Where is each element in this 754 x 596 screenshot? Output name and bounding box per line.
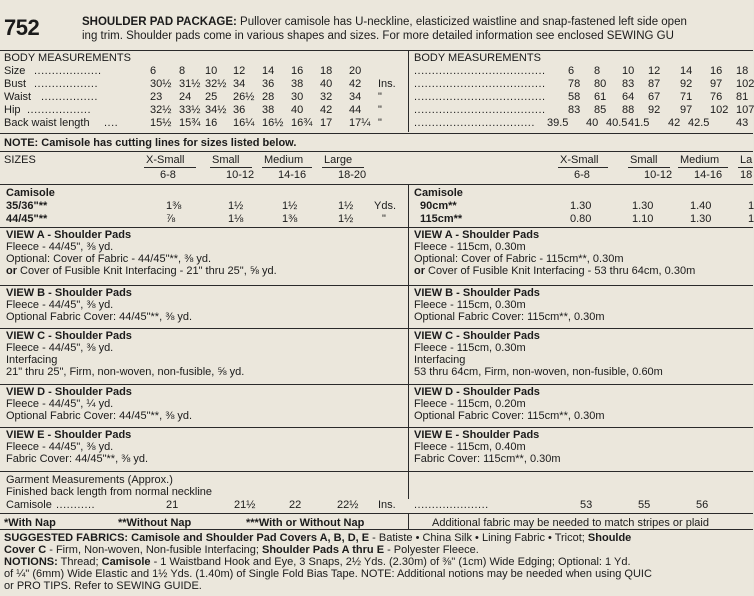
body-row-value: 26½ (233, 91, 255, 103)
body-row (4, 78, 404, 90)
view-rule (0, 227, 753, 228)
camisole-yardage-value: 1½ (228, 200, 244, 212)
metric-row-dots: .................................. (414, 117, 535, 129)
metric-row-dots: ..................................... (414, 104, 546, 116)
body-row-unit: " (378, 104, 382, 116)
body-row-value: 15½ (150, 117, 172, 129)
body-row-unit: " (378, 117, 382, 129)
view-metric-line: Optional Fabric Cover: 115cm**, 0.30m (414, 410, 605, 422)
garment-metric-row (414, 499, 753, 511)
body-row-value: 44 (349, 104, 362, 116)
metric-row-value: 14 (680, 65, 693, 77)
view-title: VIEW B - Shoulder Pads (6, 287, 132, 299)
view-metric-line: Fleece - 115cm, 0.30m (414, 342, 526, 354)
garment-val-xs: 21 (166, 499, 179, 511)
shoulder-pads-text: - Polyester Fleece. (384, 544, 479, 556)
size-col-rule (210, 167, 252, 168)
legend-without-nap: **Without Nap (118, 517, 192, 529)
body-row-value: 25 (205, 91, 218, 103)
view-line: Optional Fabric Cover: 44/45"**, ⅜ yd. (6, 410, 193, 422)
body-row-value: 10 (205, 65, 218, 77)
metric-row-dots: ..................................... (414, 65, 546, 77)
view-rule (0, 285, 753, 286)
body-row-value: 42 (320, 104, 333, 116)
size-col-rule (144, 167, 196, 168)
view-line: Interfacing (6, 354, 58, 366)
metric-row-value: 71 (680, 91, 693, 103)
body-row (4, 117, 404, 129)
metric-row-value: 76 (710, 91, 723, 103)
view-line: Fleece - 44/45", ⅜ yd. (6, 441, 114, 453)
garment-metric-xs: 53 (580, 499, 593, 511)
garment-metric-m: 56 (696, 499, 709, 511)
notions-line (4, 556, 631, 568)
camisole-metric-width: 115cm** (420, 213, 463, 225)
garment-camisole-label: Camisole (6, 499, 52, 511)
body-row-value: 32½ (150, 104, 172, 116)
body-row-value: 17 (320, 117, 333, 129)
header-lead: SHOULDER PAD PACKAGE: (82, 16, 237, 28)
metric-row-value: 41.5 (628, 117, 650, 129)
garment-dots: ........... (56, 499, 96, 511)
view-line: Fleece - 44/45", ⅜ yd. (6, 299, 114, 311)
body-measurements-title: BODY MEASUREMENTS (4, 52, 131, 64)
view-alt-line (6, 265, 277, 277)
body-row-value: 6 (150, 65, 157, 77)
body-row-value: 40 (320, 78, 333, 90)
body-row-value: 23 (150, 91, 163, 103)
metric-row-value: 58 (568, 91, 581, 103)
size-col-name: Medium (264, 154, 304, 166)
metric-row-value: 102 (736, 78, 754, 90)
size-col-rule (262, 167, 312, 168)
view-line: Fleece - 44/45", ¼ yd. (6, 398, 114, 410)
metric-size-col-rule (558, 167, 608, 168)
garment-val-s: 21½ (234, 499, 256, 511)
view-line: Optional: Cover of Fabric - 44/45"**, ⅜ yd. (6, 253, 212, 265)
body-row-value: 32½ (205, 78, 227, 90)
camisole-metric-value: 1.30 (570, 200, 592, 212)
suggested-fabrics-label: SUGGESTED FABRICS: Camisole and Shoulder Pad Covers A, B, D, E (4, 532, 370, 544)
legend-either-nap: ***With or Without Nap (246, 517, 365, 529)
notions-text: Thread; (57, 556, 99, 568)
header-text-1: Pullover camisole has U-neckline, elasticized waistline and snap-fastened left side open (240, 16, 687, 28)
camisole-yardage-value: 1⅛ (228, 213, 244, 225)
body-row-value: 38 (262, 104, 275, 116)
header-line-1 (82, 16, 687, 28)
view-line: Fleece - 44/45", ⅜ yd. (6, 241, 114, 253)
garment-val-l: 22½ (337, 499, 359, 511)
metric-row-value: 18 (736, 65, 749, 77)
camisole-metric-value: 1.30 (632, 200, 654, 212)
view-line: Fleece - 44/45", ⅜ yd. (6, 342, 114, 354)
body-row-value: 32 (320, 91, 333, 103)
metric-row-value: 81 (736, 91, 749, 103)
body-row-value: 20 (349, 65, 362, 77)
size-col-range: 14-16 (278, 169, 307, 181)
metric-row-value: 43 (736, 117, 749, 129)
metric-size-col-name: La (740, 154, 753, 166)
metric-row-value: 92 (680, 78, 693, 90)
camisole-width: 35/36"** (6, 200, 48, 212)
metric-row-value: 97 (710, 78, 723, 90)
cutting-note: NOTE: Camisole has cutting lines for sizes listed below. (4, 137, 297, 149)
notions-label: NOTIONS: (4, 556, 58, 568)
size-col-rule (322, 167, 364, 168)
size-col-name: Large (324, 154, 353, 166)
body-row-value: 12 (233, 65, 246, 77)
metric-size-col-range: 10-12 (644, 169, 673, 181)
view-title: VIEW D - Shoulder Pads (6, 386, 132, 398)
body-row (4, 104, 404, 116)
metric-size-col-name: X-Small (560, 154, 599, 166)
view-metric-line: Fleece - 115cm, 0.40m (414, 441, 526, 453)
body-row-value: 42 (349, 78, 362, 90)
size-col-range: 10-12 (226, 169, 255, 181)
view-alt-text: Cover of Fusible Knit Interfacing - 21" thru 25", ⅝ yd. (17, 265, 277, 277)
notions-line-2: of ¼" (6mm) Wide Elastic and 1½ Yds. (1.40m) of Single Fold Bias Tape. NOTE: Additional notions may be needed when using QUIC (4, 568, 652, 580)
camisole-metric-value: 1 (748, 213, 754, 225)
view-metric-line: Interfacing (414, 354, 466, 366)
garment-metric-s: 55 (638, 499, 651, 511)
camisole-yardage-value: 1⅜ (282, 213, 298, 225)
camisole-metric-value: 1.40 (690, 200, 712, 212)
metric-row-value: 6 (568, 65, 575, 77)
metric-row-value: 12 (648, 65, 661, 77)
metric-row-value: 8 (594, 65, 601, 77)
body-row-label: Bust (4, 78, 27, 90)
notions-line-3: or PRO TIPS. Refer to SEWING GUIDE. (4, 580, 202, 592)
cover-c-label: Cover C (4, 544, 47, 556)
metric-row-value: 42.5 (688, 117, 710, 129)
camisole-yardage-value: ⅞ (166, 213, 176, 225)
body-row-unit: " (378, 91, 382, 103)
body-row-value: 34 (349, 91, 362, 103)
garment-val-m: 22 (289, 499, 302, 511)
view-metric-title: VIEW A - Shoulder Pads (414, 229, 540, 241)
metric-row-dots: ..................................... (414, 91, 546, 103)
view-metric-title: VIEW B - Shoulder Pads (414, 287, 540, 299)
body-row-label: Waist (4, 91, 32, 103)
metric-row-dots: ..................................... (414, 78, 546, 90)
camisole-metric-value: 1.10 (632, 213, 654, 225)
view-metric-line: Fleece - 115cm, 0.20m (414, 398, 526, 410)
garment-measurements-title: Garment Measurements (Approx.) (6, 474, 173, 486)
body-row-value: 17¼ (349, 117, 371, 129)
additional-fabric-note: Additional fabric may be needed to match stripes or plaid (432, 517, 709, 529)
view-metric-line: Fleece - 115cm, 0.30m (414, 241, 526, 253)
body-row-value: 16 (205, 117, 218, 129)
pattern-number: 752 (4, 15, 40, 40)
shoulder-pads-label: Shoulder Pads A thru E (258, 544, 385, 556)
body-row-value: 33½ (179, 104, 201, 116)
metric-row-value: 85 (594, 104, 607, 116)
body-row-value: 16½ (262, 117, 284, 129)
view-metric-alt-text: Cover of Fusible Knit Interfacing - 53 thru 64cm, 0.30m (425, 265, 696, 277)
body-row-value: 36 (233, 104, 246, 116)
legend-with-nap: *With Nap (4, 517, 56, 529)
metric-row-value: 102 (710, 104, 729, 116)
metric-size-col-name: Medium (680, 154, 720, 166)
notions-camisole-text: - 1 Waistband Hook and Eye, 3 Snaps, 2½ Yds. (2.30m) of ⅜" (1cm) Wide Edging; Optional: 1 Yd. (150, 556, 631, 568)
cover-c-line (4, 544, 479, 556)
camisole-metric-width: 90cm** (420, 200, 457, 212)
metric-measurements-title: BODY MEASUREMENTS (414, 52, 541, 64)
view-rule-end (0, 471, 753, 472)
metric-row-value: 40 (586, 117, 599, 129)
body-row-label: Back waist length (4, 117, 90, 129)
view-metric-line: 53 thru 64cm, Firm, non-woven, non-fusible, 0.60m (414, 366, 663, 378)
body-row-value: 31½ (179, 78, 201, 90)
view-metric-title: VIEW E - Shoulder Pads (414, 429, 540, 441)
body-row-dots: .................. (27, 104, 92, 116)
body-row-value: 28 (262, 91, 275, 103)
metric-row-value: 64 (622, 91, 635, 103)
camisole-yardage-value: 1⅜ (166, 200, 182, 212)
view-rule (0, 427, 753, 428)
metric-size-col-name: Small (630, 154, 658, 166)
metric-row-value: 107 (736, 104, 754, 116)
garment-metric-dots: ..................... (414, 499, 489, 511)
body-row-value: 16 (291, 65, 304, 77)
view-metric-alt-or: or (414, 265, 425, 277)
body-row-dots: .................. (34, 78, 99, 90)
metric-row-value: 67 (648, 91, 661, 103)
camisole-metric-title: Camisole (414, 187, 463, 199)
body-row (4, 65, 404, 77)
camisole-yardage-value: 1½ (338, 200, 354, 212)
body-row-value: 15¾ (179, 117, 201, 129)
view-line: Fabric Cover: 44/45"**, ⅜ yd. (6, 453, 149, 465)
size-col-name: X-Small (146, 154, 185, 166)
metric-size-col-range: 18 (740, 169, 753, 181)
header-line-2: ing trim. Shoulder pads come in various shapes and sizes. For more detailed information see enclosed SEWING GU (82, 30, 674, 42)
camisole-metric-value: 1.30 (690, 213, 712, 225)
metric-row-value: 88 (622, 104, 635, 116)
metric-row-value: 61 (594, 91, 607, 103)
camisole-unit: Yds. (374, 200, 397, 212)
body-row-value: 34½ (205, 104, 227, 116)
size-col-range: 6-8 (160, 169, 176, 181)
camisole-metric-value: 0.80 (570, 213, 592, 225)
body-row-value: 16¼ (233, 117, 255, 129)
notions-camisole-label: Camisole (98, 556, 151, 568)
metric-row-lead: 39.5 (547, 117, 569, 129)
size-col-range: 18-20 (338, 169, 367, 181)
view-rule (0, 384, 753, 385)
body-row-value: 34 (233, 78, 246, 90)
metric-size-col-rule (738, 167, 753, 168)
body-row-value: 8 (179, 65, 186, 77)
metric-row-value: 40.5 (606, 117, 628, 129)
camisole-width: 44/45"** (6, 213, 48, 225)
body-row-value: 24 (179, 91, 192, 103)
view-line: Optional Fabric Cover: 44/45"**, ⅜ yd. (6, 311, 193, 323)
metric-row-value: 16 (710, 65, 723, 77)
metric-row-value: 80 (594, 78, 607, 90)
metric-row-value: 92 (648, 104, 661, 116)
body-row-value: 14 (262, 65, 275, 77)
view-title: VIEW C - Shoulder Pads (6, 330, 132, 342)
view-title: VIEW A - Shoulder Pads (6, 229, 132, 241)
view-metric-line: Fleece - 115cm, 0.30m (414, 299, 526, 311)
suggested-fabrics (4, 532, 631, 544)
camisole-unit: " (382, 213, 386, 225)
metric-size-col-range: 6-8 (574, 169, 590, 181)
view-metric-title: VIEW C - Shoulder Pads (414, 330, 540, 342)
metric-row-value: 42 (668, 117, 681, 129)
body-row-dots: ................... (34, 65, 102, 77)
metric-row-value: 78 (568, 78, 581, 90)
view-metric-line: Optional Fabric Cover: 115cm**, 0.30m (414, 311, 605, 323)
metric-row-value: 87 (648, 78, 661, 90)
body-row-value: 18 (320, 65, 333, 77)
metric-size-col-range: 14-16 (694, 169, 723, 181)
body-row-value: 30 (291, 91, 304, 103)
metric-size-col-rule (628, 167, 670, 168)
view-alt-or: or (6, 265, 17, 277)
view-metric-title: VIEW D - Shoulder Pads (414, 386, 540, 398)
cover-c-text: - Firm, Non-woven, Non-fusible Interfacing; (46, 544, 259, 556)
metric-row-value: 97 (680, 104, 693, 116)
suggested-fabrics-text: - Batiste • China Silk • Lining Fabric • Tricot; (369, 532, 585, 544)
metric-row-value: 83 (622, 78, 635, 90)
view-metric-line: Fabric Cover: 115cm**, 0.30m (414, 453, 561, 465)
body-row-label: Hip (4, 104, 21, 116)
body-row-value: 16¾ (291, 117, 313, 129)
body-row-dots: ................ (41, 91, 98, 103)
camisole-yardage-value: 1½ (338, 213, 354, 225)
body-row-dots: .... (104, 117, 119, 129)
camisole-yardage-value: 1½ (282, 200, 298, 212)
camisole-title: Camisole (6, 187, 55, 199)
metric-size-col-rule (678, 167, 728, 168)
view-metric-alt-line (414, 265, 695, 277)
body-row-value: 38 (291, 78, 304, 90)
body-row-value: 36 (262, 78, 275, 90)
camisole-metric-value: 1 (748, 200, 754, 212)
view-rule (0, 328, 753, 329)
body-row-unit: Ins. (378, 78, 396, 90)
body-row (4, 91, 404, 103)
sizes-label: SIZES (4, 154, 36, 166)
view-metric-line: Optional: Cover of Fabric - 115cm**, 0.30m (414, 253, 624, 265)
view-line: 21" thru 25", Firm, non-woven, non-fusible, ⅝ yd. (6, 366, 245, 378)
garment-camisole-row (6, 499, 406, 511)
body-row-value: 30½ (150, 78, 172, 90)
finished-back-length: Finished back length from normal neckline (6, 486, 213, 498)
body-row-label: Size (4, 65, 26, 77)
suggested-fabrics-label-2: Shoulde (584, 532, 632, 544)
size-col-name: Small (212, 154, 240, 166)
body-row-value: 40 (291, 104, 304, 116)
metric-row-value: 83 (568, 104, 581, 116)
metric-row-value: 10 (622, 65, 635, 77)
view-title: VIEW E - Shoulder Pads (6, 429, 132, 441)
garment-unit: Ins. (378, 499, 396, 511)
